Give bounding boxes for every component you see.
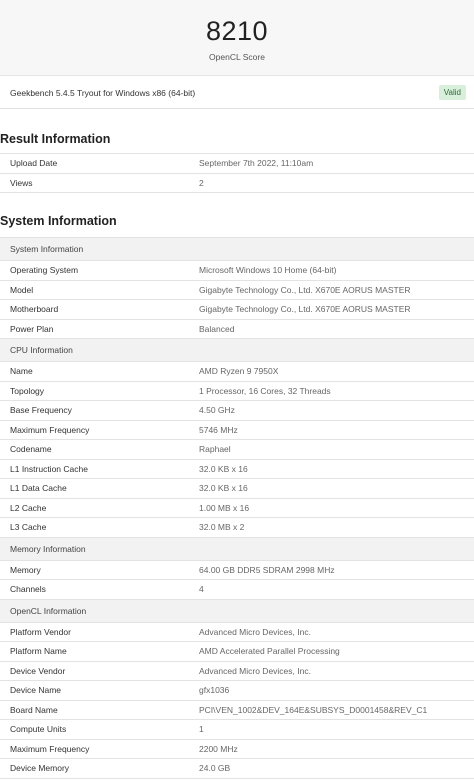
score-box	[0, 0, 474, 76]
row-key: Platform Name	[0, 642, 199, 662]
row-key: Memory	[0, 560, 199, 580]
table-row	[0, 642, 474, 662]
row-key: L2 Cache	[0, 498, 199, 518]
opencl-score-value: 8210	[205, 16, 269, 46]
table-row	[0, 739, 474, 759]
row-key: Operating System	[0, 261, 199, 281]
system-information-title: System Information	[0, 214, 117, 228]
row-value: 1 Processor, 16 Cores, 32 Threads	[199, 381, 474, 401]
table-row	[0, 661, 474, 681]
row-value: 5746 MHz	[199, 420, 474, 440]
table-row	[0, 280, 474, 300]
row-value: Balanced	[199, 319, 474, 339]
row-key: Board Name	[0, 700, 199, 720]
group-header-row	[0, 537, 474, 560]
row-value: 32.0 KB x 16	[199, 479, 474, 499]
table-row	[0, 420, 474, 440]
group-heading: OpenCL Information	[0, 599, 474, 622]
result-information-table	[0, 153, 474, 193]
row-key: Motherboard	[0, 300, 199, 320]
row-key: Platform Vendor	[0, 622, 199, 642]
table-row	[0, 700, 474, 720]
row-key: Channels	[0, 580, 199, 600]
row-key: Views	[0, 173, 199, 193]
row-value: Microsoft Windows 10 Home (64-bit)	[199, 261, 474, 281]
row-value: 32.0 MB x 2	[199, 518, 474, 538]
row-key: Base Frequency	[0, 401, 199, 421]
table-row	[0, 560, 474, 580]
row-key: Device Memory	[0, 759, 199, 779]
row-value: 2200 MHz	[199, 739, 474, 759]
result-information-title: Result Information	[0, 132, 111, 146]
row-value: 24.0 GB	[199, 759, 474, 779]
row-key: Codename	[0, 440, 199, 460]
table-row	[0, 440, 474, 460]
row-key: Maximum Frequency	[0, 420, 199, 440]
row-value: 32.0 KB x 16	[199, 459, 474, 479]
row-value: AMD Accelerated Parallel Processing	[199, 642, 474, 662]
row-value: Gigabyte Technology Co., Ltd. X670E AORUS MASTER	[199, 280, 474, 300]
row-key: L3 Cache	[0, 518, 199, 538]
table-row	[0, 479, 474, 499]
system-information-table	[0, 237, 474, 779]
group-heading: Memory Information	[0, 537, 474, 560]
table-row	[0, 622, 474, 642]
row-value: gfx1036	[199, 681, 474, 701]
row-value: Advanced Micro Devices, Inc.	[199, 622, 474, 642]
row-key: Device Name	[0, 681, 199, 701]
table-row	[0, 401, 474, 421]
row-value: 4.50 GHz	[199, 401, 474, 421]
row-key: Topology	[0, 381, 199, 401]
table-row	[0, 300, 474, 320]
table-row	[0, 319, 474, 339]
row-key: Compute Units	[0, 720, 199, 740]
row-value: 1	[199, 720, 474, 740]
group-header-row	[0, 238, 474, 261]
row-value: PCI\VEN_1002&DEV_164E&SUBSYS_D0001458&REV_C1	[199, 700, 474, 720]
row-value: 4	[199, 580, 474, 600]
row-key: Device Vendor	[0, 661, 199, 681]
row-value: Gigabyte Technology Co., Ltd. X670E AORUS MASTER	[199, 300, 474, 320]
row-key: L1 Data Cache	[0, 479, 199, 499]
row-value: September 7th 2022, 11:10am	[199, 154, 474, 174]
row-key: L1 Instruction Cache	[0, 459, 199, 479]
row-key: Power Plan	[0, 319, 199, 339]
group-heading: System Information	[0, 238, 474, 261]
table-row	[0, 261, 474, 281]
geekbench-version: Geekbench 5.4.5 Tryout for Windows x86 (64-bit)	[10, 88, 196, 98]
row-key: Model	[0, 280, 199, 300]
row-value: 1.00 MB x 16	[199, 498, 474, 518]
row-value: 64.00 GB DDR5 SDRAM 2998 MHz	[199, 560, 474, 580]
table-row	[0, 580, 474, 600]
table-row	[0, 381, 474, 401]
table-row	[0, 681, 474, 701]
table-row	[0, 518, 474, 538]
row-key: Name	[0, 362, 199, 382]
row-value: Advanced Micro Devices, Inc.	[199, 661, 474, 681]
opencl-score-label: OpenCL Score	[209, 52, 265, 62]
row-value: Raphael	[199, 440, 474, 460]
version-bar	[0, 78, 474, 109]
table-row	[0, 459, 474, 479]
table-row	[0, 173, 474, 193]
valid-badge: Valid	[439, 85, 466, 100]
table-row	[0, 498, 474, 518]
row-key: Upload Date	[0, 154, 199, 174]
table-row	[0, 362, 474, 382]
group-heading: CPU Information	[0, 339, 474, 362]
group-header-row	[0, 339, 474, 362]
table-row	[0, 154, 474, 174]
row-value: AMD Ryzen 9 7950X	[199, 362, 474, 382]
group-header-row	[0, 599, 474, 622]
row-value: 2	[199, 173, 474, 193]
row-key: Maximum Frequency	[0, 739, 199, 759]
table-row	[0, 720, 474, 740]
table-row	[0, 759, 474, 779]
